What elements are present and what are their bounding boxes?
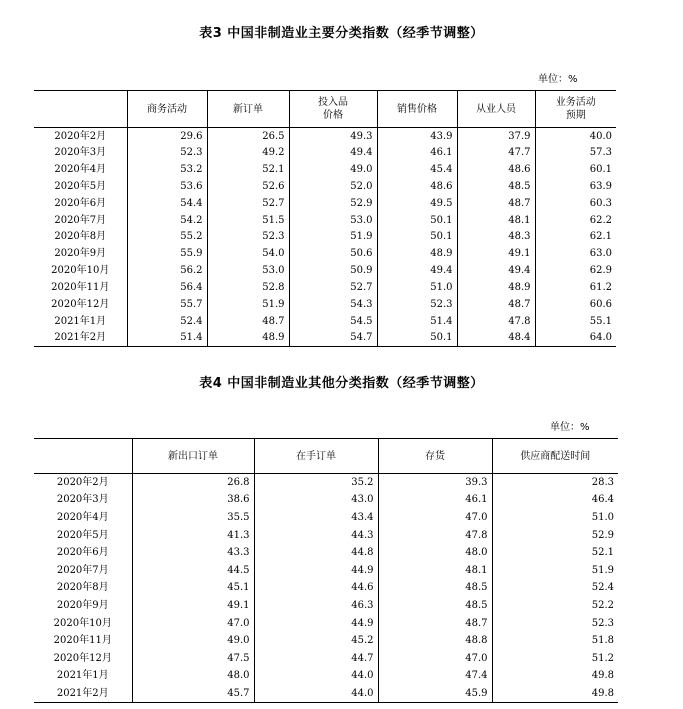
table-cell: 48.6 xyxy=(457,161,535,178)
table-row xyxy=(34,561,618,579)
table-cell: 41.3 xyxy=(132,526,254,544)
table-cell: 49.8 xyxy=(492,667,618,685)
table-cell: 52.3 xyxy=(207,229,289,246)
table-cell: 52.1 xyxy=(492,544,618,562)
row-label: 2021年2月 xyxy=(34,330,127,347)
table-row xyxy=(34,279,616,296)
table-cell: 28.3 xyxy=(492,474,618,492)
table-cell: 47.5 xyxy=(132,649,254,667)
table-cell: 51.4 xyxy=(377,313,457,330)
table-cell: 52.9 xyxy=(492,526,618,544)
table4-header-cell: 供应商配送时间 xyxy=(492,439,618,474)
table-cell: 44.5 xyxy=(132,561,254,579)
table-cell: 46.3 xyxy=(254,597,378,615)
table-cell: 52.4 xyxy=(492,579,618,597)
table-cell: 51.9 xyxy=(492,561,618,579)
row-label: 2020年4月 xyxy=(54,164,107,176)
table-cell: 50.1 xyxy=(377,229,457,246)
row-label: 2020年2月 xyxy=(54,130,107,142)
table-cell: 47.0 xyxy=(132,614,254,632)
table4-header-cell xyxy=(34,439,132,474)
table-cell: 52.9 xyxy=(289,195,377,212)
table-cell: 43.4 xyxy=(254,509,378,527)
row-label: 2020年6月 xyxy=(54,197,107,209)
table-cell: 48.7 xyxy=(378,614,492,632)
table-row xyxy=(34,597,618,615)
table-cell: 47.8 xyxy=(378,526,492,544)
table-row xyxy=(34,128,616,145)
table-cell: 52.2 xyxy=(492,597,618,615)
table3-header-cell: 销售价格 xyxy=(377,91,457,128)
table-cell: 39.3 xyxy=(378,474,492,492)
table-row xyxy=(34,330,616,347)
row-label: 2021年1月 xyxy=(56,670,109,682)
table-cell: 56.2 xyxy=(127,262,207,279)
table-row xyxy=(34,144,616,161)
table-row xyxy=(34,526,618,544)
table-cell: 48.5 xyxy=(378,579,492,597)
table-cell: 51.9 xyxy=(207,296,289,313)
table4-header-cell: 新出口订单 xyxy=(132,439,254,474)
table-cell: 48.6 xyxy=(377,178,457,195)
table-cell: 51.2 xyxy=(492,649,618,667)
table-cell: 45.4 xyxy=(377,161,457,178)
table-cell: 44.3 xyxy=(254,526,378,544)
table-cell: 50.9 xyxy=(289,262,377,279)
table-cell: 52.3 xyxy=(492,614,618,632)
table-cell: 48.9 xyxy=(377,245,457,262)
table-row xyxy=(34,509,618,527)
row-label: 2021年2月 xyxy=(34,685,132,703)
table-cell: 54.5 xyxy=(289,313,377,330)
table-cell: 62.2 xyxy=(535,212,616,229)
table-cell: 51.8 xyxy=(492,632,618,650)
table-cell: 37.9 xyxy=(457,128,535,145)
row-label: 2020年6月 xyxy=(56,547,109,559)
row-label: 2020年11月 xyxy=(53,635,112,647)
table-cell: 62.9 xyxy=(535,262,616,279)
row-label: 2020年2月 xyxy=(56,477,109,489)
table-row xyxy=(34,649,618,667)
table-row xyxy=(34,313,616,330)
table4 xyxy=(34,438,618,703)
table-cell: 52.1 xyxy=(207,161,289,178)
table-cell: 48.3 xyxy=(457,229,535,246)
table-cell: 49.0 xyxy=(289,161,377,178)
table-cell: 47.0 xyxy=(378,649,492,667)
table-cell: 50.1 xyxy=(377,330,457,347)
table-cell: 44.9 xyxy=(254,614,378,632)
table-cell: 52.8 xyxy=(207,279,289,296)
row-label: 2020年7月 xyxy=(56,564,109,576)
table-cell: 61.2 xyxy=(535,279,616,296)
table-row xyxy=(34,245,616,262)
table-cell: 48.7 xyxy=(207,313,289,330)
table-cell: 54.7 xyxy=(289,330,377,347)
row-label: 2020年12月 xyxy=(53,652,112,664)
table3-body xyxy=(34,128,616,347)
row-label: 2020年3月 xyxy=(56,494,109,506)
table-cell: 52.0 xyxy=(289,178,377,195)
table-cell: 44.9 xyxy=(254,561,378,579)
table-cell: 48.5 xyxy=(378,597,492,615)
table-cell: 53.0 xyxy=(207,262,289,279)
table-cell: 52.3 xyxy=(377,296,457,313)
table-cell: 49.5 xyxy=(377,195,457,212)
table-cell: 54.4 xyxy=(127,195,207,212)
table-cell: 51.5 xyxy=(207,212,289,229)
table-cell: 49.2 xyxy=(207,144,289,161)
table-cell: 53.0 xyxy=(289,212,377,229)
table-cell: 38.6 xyxy=(132,491,254,509)
table-row xyxy=(34,296,616,313)
table-cell: 48.1 xyxy=(378,561,492,579)
table-cell: 55.9 xyxy=(127,245,207,262)
row-label: 2020年9月 xyxy=(54,248,107,260)
table-cell: 60.6 xyxy=(535,296,616,313)
table-cell: 48.8 xyxy=(378,632,492,650)
table-cell: 62.1 xyxy=(535,229,616,246)
table-cell: 49.4 xyxy=(457,262,535,279)
table-row xyxy=(34,229,616,246)
table4-body xyxy=(34,474,618,703)
row-label: 2020年11月 xyxy=(51,282,110,294)
table4-unit: 单位：% xyxy=(550,422,590,433)
table-cell: 45.2 xyxy=(254,632,378,650)
table-cell: 48.4 xyxy=(457,330,535,347)
table-cell: 49.4 xyxy=(377,262,457,279)
table-cell: 60.3 xyxy=(535,195,616,212)
table-row xyxy=(34,614,618,632)
table-cell: 53.6 xyxy=(127,178,207,195)
table-cell: 49.3 xyxy=(289,128,377,145)
table-cell: 55.1 xyxy=(535,313,616,330)
row-label: 2020年3月 xyxy=(54,147,107,159)
table-cell: 50.1 xyxy=(377,212,457,229)
table3-header-row xyxy=(34,91,616,128)
table-cell: 44.7 xyxy=(254,649,378,667)
table-cell: 57.3 xyxy=(535,144,616,161)
table-cell: 49.4 xyxy=(289,144,377,161)
table-cell: 48.9 xyxy=(457,279,535,296)
table3-header-cell: 新订单 xyxy=(207,91,289,128)
table-cell: 43.3 xyxy=(132,544,254,562)
table-cell: 26.5 xyxy=(207,128,289,145)
table-cell: 47.7 xyxy=(457,144,535,161)
row-label: 2020年10月 xyxy=(53,617,112,629)
table-cell: 49.0 xyxy=(132,632,254,650)
table-cell: 45.7 xyxy=(132,685,254,703)
table3-header-cell: 业务活动 预期 xyxy=(535,91,616,128)
table-row xyxy=(34,161,616,178)
table-row xyxy=(34,262,616,279)
table-cell: 47.0 xyxy=(378,509,492,527)
table-cell: 52.3 xyxy=(127,144,207,161)
table-cell: 52.4 xyxy=(127,313,207,330)
table-cell: 48.9 xyxy=(207,330,289,347)
table-cell: 63.0 xyxy=(535,245,616,262)
row-label: 2020年8月 xyxy=(54,231,107,243)
table-row xyxy=(34,212,616,229)
table-cell: 29.6 xyxy=(127,128,207,145)
table-row xyxy=(34,544,618,562)
table-cell: 55.7 xyxy=(127,296,207,313)
table3 xyxy=(34,90,616,347)
table-cell: 44.8 xyxy=(254,544,378,562)
row-label: 2020年7月 xyxy=(54,214,107,226)
table-cell: 46.1 xyxy=(377,144,457,161)
table-cell: 48.7 xyxy=(457,296,535,313)
table4-header-cell: 存货 xyxy=(378,439,492,474)
table-cell: 64.0 xyxy=(535,330,616,347)
table-cell: 54.2 xyxy=(127,212,207,229)
row-label: 2020年4月 xyxy=(56,511,109,523)
row-label: 2020年5月 xyxy=(56,529,109,541)
table-row xyxy=(34,195,616,212)
table-cell: 49.1 xyxy=(457,245,535,262)
row-label: 2020年9月 xyxy=(56,599,109,611)
table3-title: 表3 中国非制造业主要分类指数（经季节调整） xyxy=(199,26,484,41)
table-cell: 43.0 xyxy=(254,491,378,509)
table-cell: 52.7 xyxy=(207,195,289,212)
table-cell: 48.1 xyxy=(457,212,535,229)
table-cell: 44.0 xyxy=(254,685,378,703)
table-cell: 53.2 xyxy=(127,161,207,178)
table-cell: 60.1 xyxy=(535,161,616,178)
table4-header-row xyxy=(34,439,618,474)
table-cell: 48.7 xyxy=(457,195,535,212)
table-cell: 46.1 xyxy=(378,491,492,509)
table-row xyxy=(34,685,618,703)
table-cell: 56.4 xyxy=(127,279,207,296)
table-cell: 63.9 xyxy=(535,178,616,195)
table3-header-cell: 商务活动 xyxy=(127,91,207,128)
table-cell: 35.2 xyxy=(254,474,378,492)
table-cell: 51.0 xyxy=(492,509,618,527)
table-cell: 48.5 xyxy=(457,178,535,195)
table3-header-cell: 从业人员 xyxy=(457,91,535,128)
table-cell: 48.0 xyxy=(132,667,254,685)
table-cell: 54.3 xyxy=(289,296,377,313)
table-row xyxy=(34,491,618,509)
table-cell: 35.5 xyxy=(132,509,254,527)
table-cell: 46.4 xyxy=(492,491,618,509)
table-cell: 54.0 xyxy=(207,245,289,262)
table-cell: 51.0 xyxy=(377,279,457,296)
row-label: 2020年10月 xyxy=(51,265,110,277)
table-cell: 45.9 xyxy=(378,685,492,703)
table-cell: 44.6 xyxy=(254,579,378,597)
table3-unit: 单位：% xyxy=(538,74,578,85)
table-row xyxy=(34,474,618,492)
table-cell: 40.0 xyxy=(535,128,616,145)
table-cell: 51.4 xyxy=(127,330,207,347)
table-cell: 50.6 xyxy=(289,245,377,262)
table-row xyxy=(34,667,618,685)
table-cell: 48.0 xyxy=(378,544,492,562)
table4-title: 表4 中国非制造业其他分类指数（经季节调整） xyxy=(199,376,484,391)
table-cell: 43.9 xyxy=(377,128,457,145)
table-cell: 44.0 xyxy=(254,667,378,685)
row-label: 2020年8月 xyxy=(56,582,109,594)
table-cell: 55.2 xyxy=(127,229,207,246)
table3-header-cell xyxy=(34,91,127,128)
table-row xyxy=(34,632,618,650)
table-row xyxy=(34,579,618,597)
row-label: 2021年1月 xyxy=(54,315,107,327)
table-cell: 49.8 xyxy=(492,685,618,703)
table-row xyxy=(34,178,616,195)
row-label: 2020年12月 xyxy=(51,298,110,310)
table-cell: 45.1 xyxy=(132,579,254,597)
row-label: 2020年5月 xyxy=(54,180,107,192)
table-cell: 49.1 xyxy=(132,597,254,615)
table-cell: 52.7 xyxy=(289,279,377,296)
table-cell: 47.4 xyxy=(378,667,492,685)
table-cell: 47.8 xyxy=(457,313,535,330)
table-cell: 26.8 xyxy=(132,474,254,492)
table-cell: 52.6 xyxy=(207,178,289,195)
table3-header-cell: 投入品 价格 xyxy=(289,91,377,128)
table-cell: 51.9 xyxy=(289,229,377,246)
table4-header-cell: 在手订单 xyxy=(254,439,378,474)
